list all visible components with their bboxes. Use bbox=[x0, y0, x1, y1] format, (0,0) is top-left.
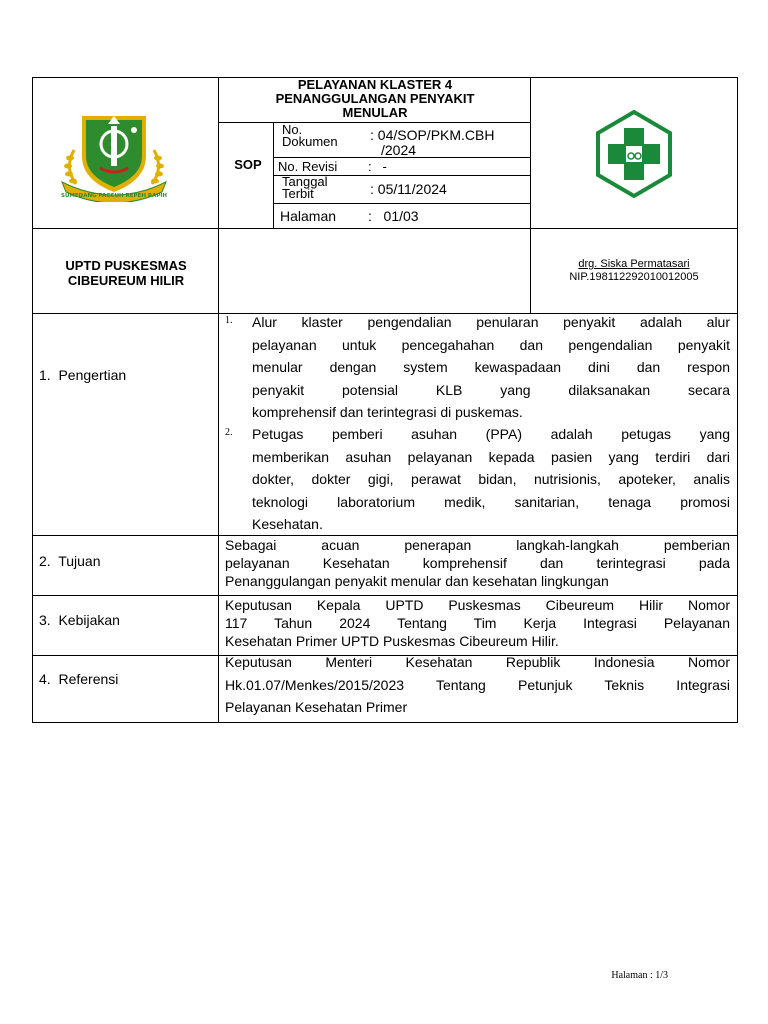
doc-number-label bbox=[282, 124, 338, 148]
table-border-bottom bbox=[32, 722, 738, 723]
page-label: Halaman bbox=[280, 208, 337, 224]
text-line: Penanggulangan penyakit menular dan kesehatan lingkungan bbox=[225, 573, 609, 589]
text-line: Kesehatan. bbox=[252, 516, 323, 532]
text-line: pelayanan untuk pencegahahan dan pengendalian penyakit bbox=[252, 336, 730, 353]
list-number: 1. bbox=[225, 315, 233, 326]
section-label-referensi: 4. Referensi bbox=[39, 671, 119, 687]
text-line: Kesehatan Primer UPTD Puskesmas Cibeureum Hilir. bbox=[225, 633, 559, 649]
text-line: komprehensif dan terintegrasi di puskemas. bbox=[252, 404, 523, 420]
table-border-right bbox=[737, 77, 738, 723]
title-line-3: MENULAR bbox=[342, 105, 408, 120]
grid-line bbox=[273, 122, 274, 229]
table-border-left bbox=[32, 77, 33, 723]
title-line-2: PENANGGULANGAN PENYAKIT bbox=[275, 91, 475, 106]
grid-line bbox=[218, 122, 531, 123]
text-line: teknologi laboratorium medik, sanitarian, tenaga promosi bbox=[252, 493, 730, 510]
grid-line bbox=[530, 77, 531, 314]
referensi-text bbox=[225, 651, 730, 719]
text-line: Keputusan Kepala UPTD Puskesmas Cibeureum Hilir Nomor bbox=[225, 597, 730, 613]
svg-text:SUMEDANG PAGEUH REPEH RAPIH: SUMEDANG PAGEUH REPEH RAPIH bbox=[60, 193, 168, 199]
revision-label: No. Revisi bbox=[278, 159, 338, 174]
organization-name-line-1: UPTD PUSKESMAS bbox=[65, 258, 187, 273]
page-value: : 01/03 bbox=[368, 208, 419, 224]
text-line: 117 Tahun 2024 Tentang Tim Kerja Integrasi Pelayanan bbox=[225, 615, 730, 631]
doc-number-label-line-1: No. bbox=[282, 122, 303, 137]
text-line: Hk.01.07/Menkes/2015/2023 Tentang Petunjuk Teknis Integrasi bbox=[225, 676, 730, 693]
puskesmas-cross-icon bbox=[590, 110, 678, 198]
text-line: dokter, dokter gigi, perawat bidan, nutrisionis, apoteker, analis bbox=[252, 471, 730, 487]
section-label-tujuan: 2. Tujuan bbox=[39, 553, 101, 569]
doc-number-label-line-2: Dokumen bbox=[282, 134, 338, 149]
title-line-1: PELAYANAN KLASTER 4 bbox=[297, 77, 453, 92]
signatory-name: drg. Siska Permatasari bbox=[578, 258, 690, 270]
sop-label: SOP bbox=[234, 157, 262, 172]
issue-date-label-line-1: Tanggal bbox=[282, 174, 328, 189]
text-line: Pelayanan Kesehatan Primer bbox=[225, 699, 408, 715]
kebijakan-text bbox=[225, 596, 730, 650]
signatory-block bbox=[532, 258, 736, 284]
section-label-pengertian: 1. Pengertian bbox=[39, 367, 127, 383]
grid-line bbox=[218, 77, 219, 723]
doc-number-value bbox=[370, 128, 494, 158]
text-line: Keputusan Menteri Kesehatan Republik Indonesia Nomor bbox=[225, 654, 730, 670]
issue-date-label-line-2: Terbit bbox=[282, 186, 314, 201]
issue-date-value: : 05/11/2024 bbox=[370, 181, 447, 197]
text-line: penyakit potensial KLB yang dilaksanakan secara bbox=[252, 381, 730, 398]
text-line: Petugas pemberi asuhan (PPA) adalah petugas yang bbox=[252, 426, 730, 442]
grid-line bbox=[32, 228, 738, 229]
document-title bbox=[220, 78, 530, 120]
revision-value: : - bbox=[368, 159, 387, 174]
pengertian-item-1 bbox=[225, 311, 730, 424]
tujuan-text bbox=[225, 536, 730, 590]
pengertian-item-2 bbox=[225, 423, 730, 536]
text-line: pelayanan Kesehatan komprehensif dan terintegrasi pada bbox=[225, 555, 730, 571]
text-line: menular dengan system kewaspadaan dini dan respon bbox=[252, 359, 730, 375]
text-line: Sebagai acuan penerapan langkah-langkah pemberian bbox=[225, 537, 730, 553]
organization-name bbox=[34, 258, 218, 288]
issue-date-label bbox=[282, 176, 328, 200]
sumedang-regency-crest-icon bbox=[56, 110, 172, 202]
grid-line bbox=[273, 203, 531, 204]
list-number: 2. bbox=[225, 427, 233, 438]
page-footer: Halaman : 1/3 bbox=[611, 970, 668, 981]
text-line: memberikan asuhan pelayanan kepada pasien yang terdiri dari bbox=[252, 448, 730, 465]
organization-name-line-2: CIBEUREUM HILIR bbox=[67, 273, 185, 288]
signatory-nip: NIP.198112292010012005 bbox=[569, 271, 699, 283]
text-line: Alur klaster pengendalian penularan penyakit adalah alur bbox=[252, 314, 730, 330]
doc-number-value-line-1: : 04/SOP/PKM.CBH bbox=[370, 127, 495, 143]
section-label-kebijakan: 3. Kebijakan bbox=[39, 612, 120, 628]
doc-number-value-line-2: /2024 bbox=[381, 142, 417, 158]
